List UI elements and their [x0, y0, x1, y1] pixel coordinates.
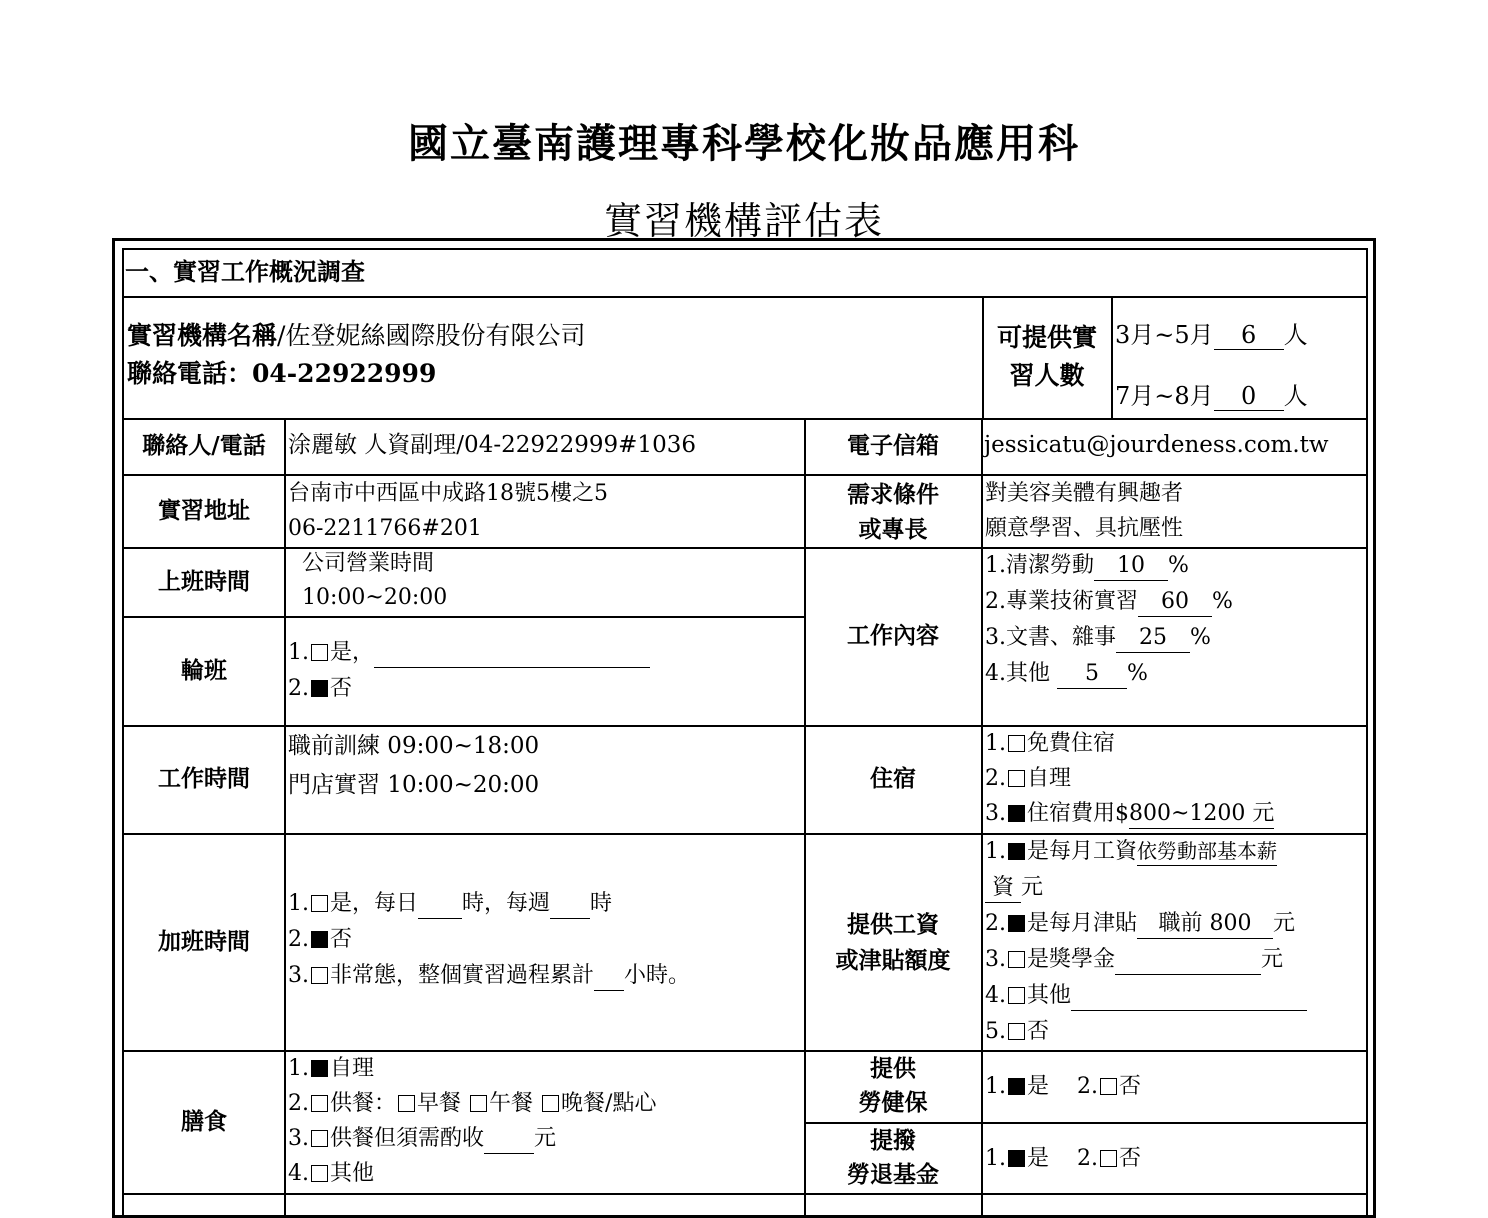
salary-wage-value: 依勞動部基本薪: [1137, 837, 1277, 866]
email-value[interactable]: jessicatu@jourdeness.com.tw: [984, 432, 1329, 458]
email-label: 電子信箱: [847, 432, 939, 459]
company-phone-value: 04-22922999: [252, 359, 437, 388]
meals-dinner-checkbox[interactable]: [542, 1095, 559, 1112]
salary-label: 提供工資 或津貼額度: [835, 911, 951, 974]
pension-no-checkbox[interactable]: [1100, 1150, 1117, 1167]
address-block: [288, 476, 608, 546]
pension-yes-checkbox[interactable]: [1008, 1150, 1025, 1167]
row-line: [122, 418, 1368, 420]
overtime-label: 加班時間: [158, 927, 250, 955]
company-phone-label: 聯絡電話：: [127, 359, 253, 388]
pension-label: 提撥 勞退基金: [847, 1127, 939, 1188]
insurance-options: 1. 是 2. 否: [985, 1074, 1141, 1099]
shift-yes-checkbox[interactable]: [311, 644, 328, 661]
meals-other-checkbox[interactable]: [311, 1165, 328, 1182]
row-line: [122, 296, 1368, 298]
capacity-count-2: 0: [1214, 382, 1284, 411]
work-content-item: 2.專業技術實習 60 %: [985, 584, 1233, 620]
capacity-period-2: 7月~8月 0 人: [1115, 382, 1308, 410]
company-name-label: 實習機構名稱: [127, 321, 278, 350]
salary-wage-checkbox[interactable]: [1008, 843, 1025, 860]
salary-options: 1. 是每月工資依勞動部基本薪 資 元 2. 是每月津貼職前 800元 3. 是獎學金 元 4. 其他 5. 否: [985, 834, 1367, 1050]
inner-right-border: [1366, 248, 1368, 1218]
inner-top-border: [122, 248, 1368, 250]
meals-provided-checkbox[interactable]: [311, 1095, 328, 1112]
work-time-line-1: 職前訓練 09:00~18:00: [288, 733, 540, 759]
insurance-label: 提供 勞健保: [858, 1055, 928, 1116]
hours-line-2: 10:00~20:00: [302, 585, 448, 610]
shift-blank: [374, 639, 650, 668]
requirement-block: [985, 476, 1183, 546]
meals-paid-checkbox[interactable]: [311, 1130, 328, 1147]
overtime-no-checkbox[interactable]: [311, 931, 328, 948]
insurance-no-checkbox[interactable]: [1100, 1078, 1117, 1095]
section-title: 一、實習工作概況調查: [125, 257, 365, 286]
shift-no-checkbox[interactable]: [311, 680, 328, 697]
shift-options: 1. 是， 2. 否: [288, 635, 650, 707]
col-vline: [284, 418, 286, 1218]
work-time-block: [288, 727, 539, 805]
salary-none-checkbox[interactable]: [1008, 1023, 1025, 1040]
insurance-yes-checkbox[interactable]: [1008, 1078, 1025, 1095]
capacity-count-1: 6: [1214, 321, 1284, 350]
capacity-period-1: 3月~5月 6 人: [1115, 321, 1308, 349]
salary-allowance-checkbox[interactable]: [1008, 915, 1025, 932]
row-line: [122, 1193, 1368, 1195]
overtime-yes-checkbox[interactable]: [311, 895, 328, 912]
lodging-fee-value: 800~1200 元: [1129, 800, 1274, 829]
lodging-label: 住宿: [870, 765, 916, 792]
hours-label: 上班時間: [158, 567, 250, 595]
address-line-2: 06-2211766#201: [288, 516, 482, 541]
work-content-item: 1.清潔勞動 10 %: [985, 548, 1233, 584]
row-vline: [1111, 296, 1113, 418]
meals-lunch-checkbox[interactable]: [470, 1095, 487, 1112]
work-content-list: [985, 548, 1233, 692]
contact-label: 聯絡人/電話: [142, 432, 266, 459]
hours-line-1: 公司營業時間: [302, 551, 435, 576]
shift-label: 輪班: [181, 656, 227, 684]
company-block: [127, 317, 585, 393]
requirement-line-2: 願意學習、具抗壓性: [985, 516, 1184, 541]
overtime-irregular-checkbox[interactable]: [311, 967, 328, 984]
hours-block: [302, 547, 447, 615]
salary-allowance-value: 職前 800: [1137, 910, 1273, 939]
lodging-free-checkbox[interactable]: [1008, 735, 1025, 752]
lodging-options: 1. 免費住宿 2. 自理 3. 住宿費用$800~1200 元: [985, 726, 1274, 831]
meals-breakfast-checkbox[interactable]: [398, 1095, 415, 1112]
work-time-line-2: 門店實習 10:00~20:00: [288, 772, 540, 798]
col-vline: [981, 418, 983, 1218]
requirement-line-1: 對美容美體有興趣者: [985, 481, 1184, 506]
lodging-fee-checkbox[interactable]: [1008, 805, 1025, 822]
meals-self-checkbox[interactable]: [311, 1060, 328, 1077]
company-name-value: /佐登妮絲國際股份有限公司: [277, 321, 586, 350]
contact-value: 涂麗敏 人資副理/04-22922999#1036: [288, 432, 696, 458]
work-content-item: 4.其他 5 %: [985, 656, 1233, 692]
page-subtitle: 實習機構評估表: [603, 199, 884, 243]
salary-other-checkbox[interactable]: [1008, 987, 1025, 1004]
requirement-label: 需求條件 或專長: [847, 481, 939, 543]
salary-scholarship-checkbox[interactable]: [1008, 951, 1025, 968]
overtime-options: 1. 是，每日 時，每週 時 2. 否 3. 非常態，整個實習過程累計 小時。: [288, 886, 690, 994]
page-title: 國立臺南護理專科學校化妝品應用科: [408, 120, 1080, 167]
address-line-1: 台南市中西區中成路18號5樓之5: [288, 481, 608, 506]
pension-options: 1. 是 2. 否: [985, 1146, 1141, 1171]
meals-options: 1. 自理 2. 供餐： 早餐 午餐 晚餐/點心 3. 供餐但須需酌收 元 4. 其他: [288, 1056, 657, 1186]
form-frame: [112, 238, 1376, 1218]
work-content-item: 3.文書、雜事 25 %: [985, 620, 1233, 656]
work-content-label: 工作內容: [847, 622, 939, 649]
row-vline: [982, 296, 984, 418]
capacity-label: 可提供實習人數: [996, 323, 1097, 390]
address-label: 實習地址: [158, 496, 250, 524]
lodging-self-checkbox[interactable]: [1008, 770, 1025, 787]
meals-label: 膳食: [181, 1107, 227, 1135]
work-time-label: 工作時間: [158, 765, 250, 792]
